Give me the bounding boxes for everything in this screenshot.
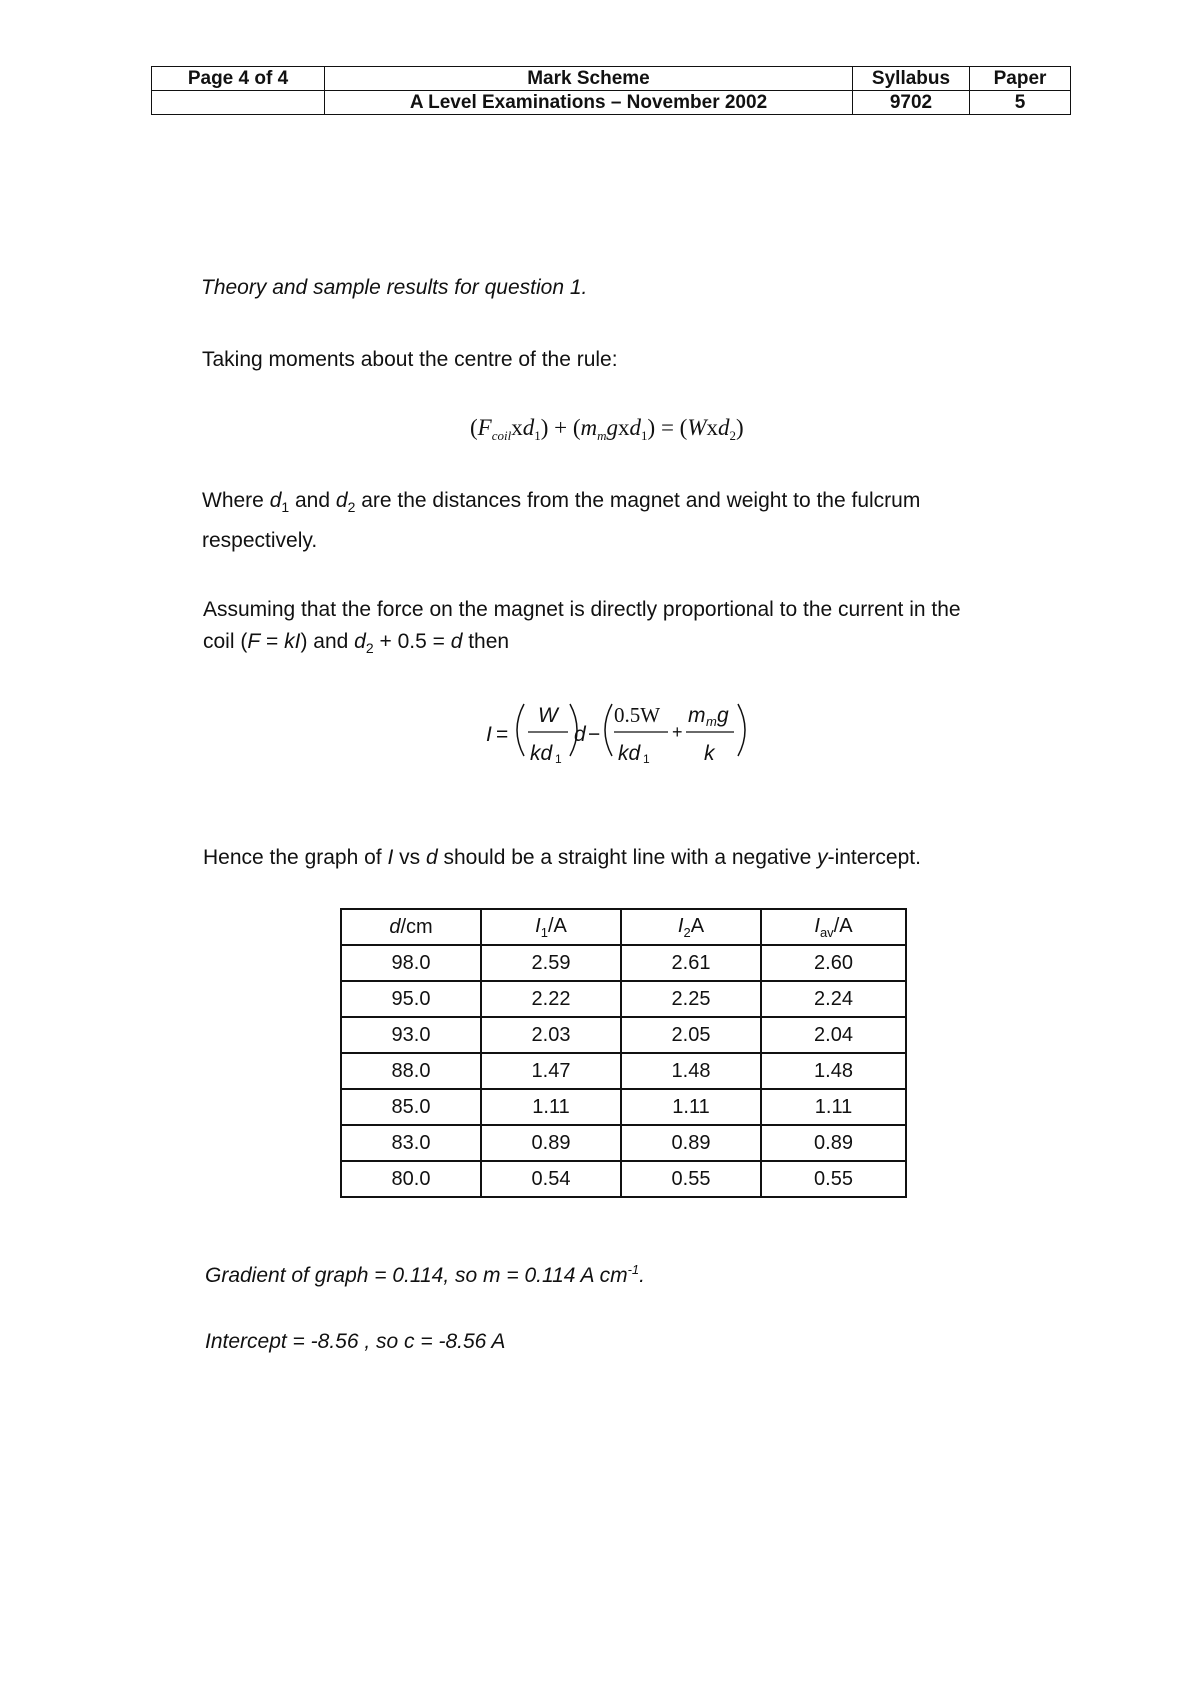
syllabus-label: Syllabus [853, 67, 970, 91]
paper-value: 5 [970, 91, 1071, 115]
table-cell: 2.24 [761, 981, 906, 1017]
gradient-result: Gradient of graph = 0.114, so m = 0.114 A $cm^{-1}$. [205, 1262, 645, 1287]
table-cell: 2.03 [481, 1017, 621, 1053]
syllabus-value: 9702 [853, 91, 970, 115]
table-cell: 0.55 [621, 1161, 761, 1197]
table-cell: 2.04 [761, 1017, 906, 1053]
svg-text:kd: kd [618, 742, 641, 765]
table-cell: 2.60 [761, 945, 906, 981]
moments-equation: $(F_{coil}xd_1) + (m_mgxd_1) = (Wxd_2)$ [470, 415, 744, 443]
table-cell: 0.89 [761, 1125, 906, 1161]
header-empty-cell [152, 91, 325, 115]
table-cell: 1.11 [761, 1089, 906, 1125]
svg-text:kd: kd [530, 742, 553, 765]
assumption-line-2: coil (F = kI) and $d_2 + 0.5 = d$ then [203, 630, 510, 657]
moments-intro: Taking moments about the centre of the rule: [202, 348, 618, 371]
results-table [340, 908, 907, 1198]
table-cell: 2.22 [481, 981, 621, 1017]
svg-text:0.5W: 0.5W [614, 703, 661, 727]
table-cell: 2.59 [481, 945, 621, 981]
table-cell: 93.0 [341, 1017, 481, 1053]
assumption-line-1: Assuming that the force on the magnet is directly proportional to the current in the [203, 598, 961, 621]
svg-text:m: m [706, 714, 717, 729]
svg-text:I: I [486, 723, 492, 746]
table-cell: 98.0 [341, 945, 481, 981]
table-row [341, 1017, 906, 1053]
table-row [341, 1125, 906, 1161]
svg-text:k: k [704, 742, 715, 765]
table-row [341, 1053, 906, 1089]
table-cell: 0.89 [481, 1125, 621, 1161]
svg-text:g: g [717, 704, 729, 727]
column-header-distance: d/cm [341, 909, 481, 945]
table-cell: 2.05 [621, 1017, 761, 1053]
table-cell: 1.11 [481, 1089, 621, 1125]
table-body [341, 945, 906, 1197]
table-cell: 95.0 [341, 981, 481, 1017]
table-row [341, 1089, 906, 1125]
table-cell: 0.54 [481, 1161, 621, 1197]
svg-text:W: W [538, 704, 558, 727]
section-heading: Theory and sample results for question 1. [201, 276, 588, 299]
where-line-2: respectively. [202, 529, 318, 552]
svg-text:1: 1 [555, 752, 562, 766]
header-table [151, 66, 1071, 115]
table-cell: 1.47 [481, 1053, 621, 1089]
table-cell: 1.11 [621, 1089, 761, 1125]
table-cell: 1.48 [621, 1053, 761, 1089]
exam-session: A Level Examinations – November 2002 [325, 91, 853, 115]
table-cell: 0.55 [761, 1161, 906, 1197]
intercept-result: Intercept = -8.56 , so c = -8.56 A [205, 1330, 506, 1353]
table-row [341, 945, 906, 981]
column-header-current-average: $I_{av}/A$ [761, 909, 906, 945]
current-equation [480, 690, 770, 770]
svg-text:=: = [496, 723, 509, 746]
table-header-row [341, 909, 906, 945]
table-cell: 2.25 [621, 981, 761, 1017]
table-cell: 1.48 [761, 1053, 906, 1089]
svg-text:+: + [672, 722, 683, 742]
table-cell: 80.0 [341, 1161, 481, 1197]
svg-text:−: − [588, 723, 601, 746]
table-cell: 2.61 [621, 945, 761, 981]
table-cell: 88.0 [341, 1053, 481, 1089]
conclusion-line: Hence the graph of I vs d should be a straight line with a negative y-intercept. [203, 846, 921, 869]
table-row [341, 981, 906, 1017]
table-cell: 83.0 [341, 1125, 481, 1161]
where-line: Where $d_1$ and $d_2$ are the distances from the magnet and weight to the fulcrum [202, 489, 921, 516]
table-cell: 0.89 [621, 1125, 761, 1161]
svg-text:d: d [574, 723, 586, 746]
paper-label: Paper [970, 67, 1071, 91]
document-title: Mark Scheme [325, 67, 853, 91]
column-header-current-1: $I_1/A$ [481, 909, 621, 945]
table-row [341, 1161, 906, 1197]
svg-text:1: 1 [643, 752, 650, 766]
page-number: Page 4 of 4 [152, 67, 325, 91]
column-header-current-2: $I_2A$ [621, 909, 761, 945]
table-cell: 85.0 [341, 1089, 481, 1125]
svg-text:m: m [688, 704, 706, 727]
